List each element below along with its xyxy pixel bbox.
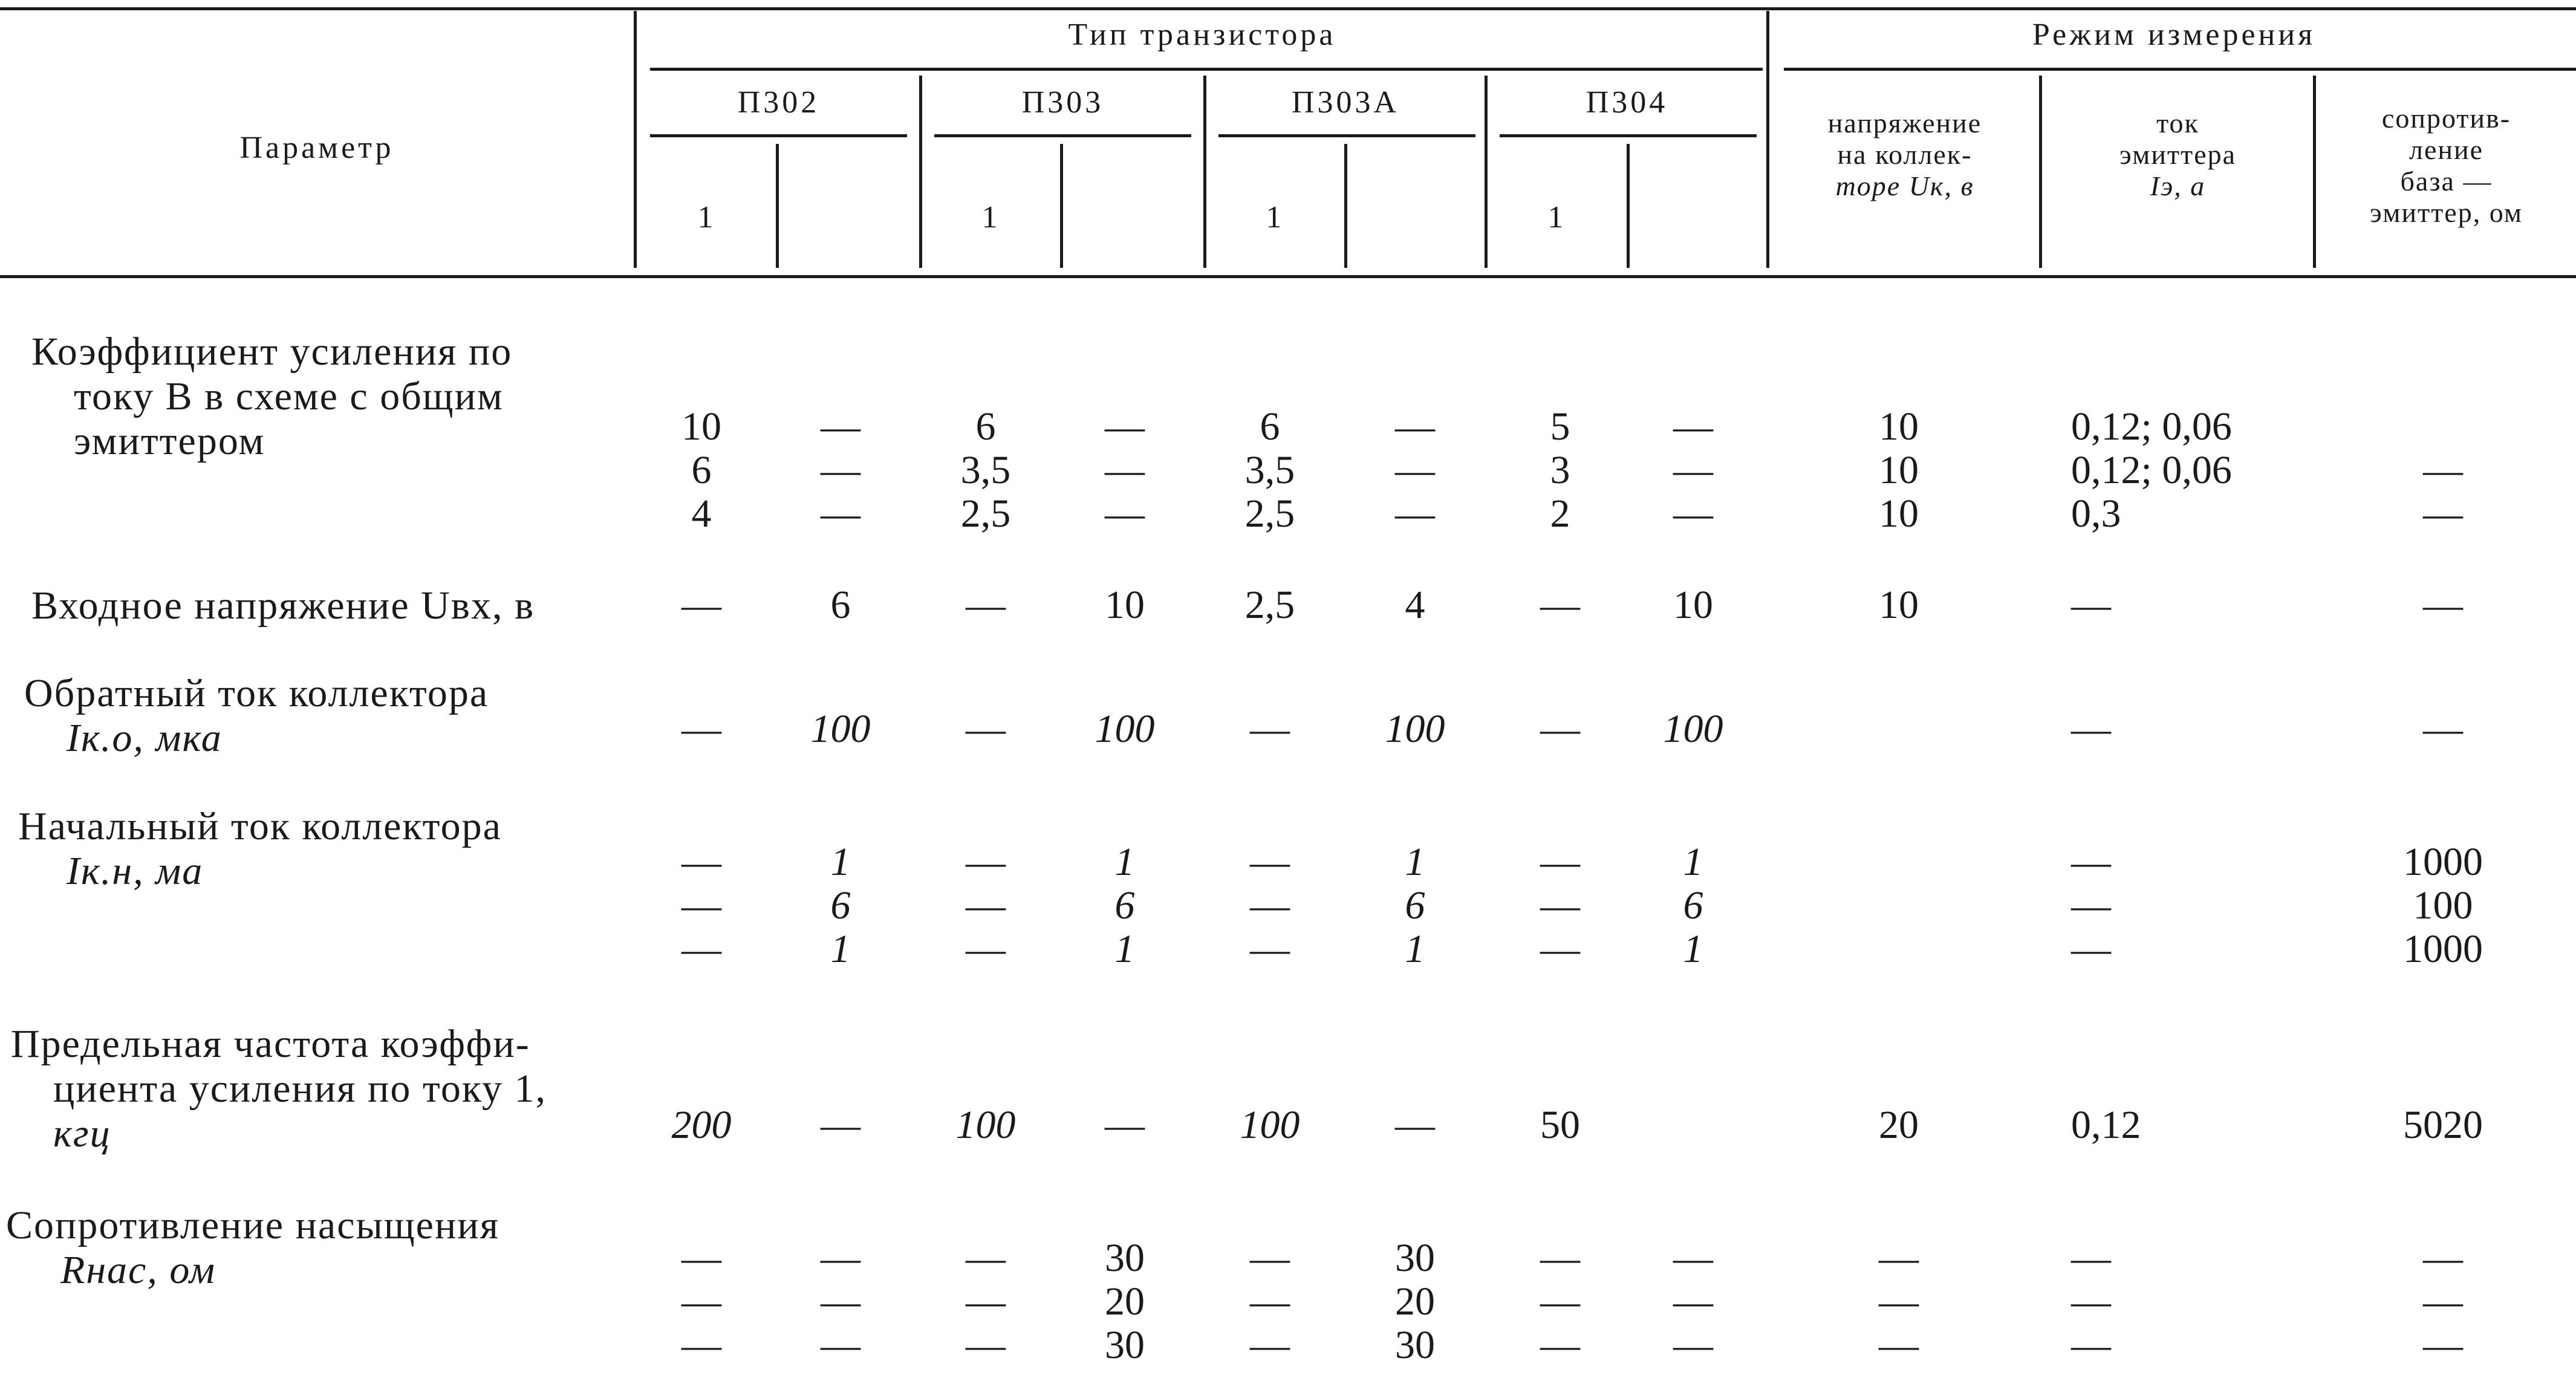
header-resistance-line: сопротив-: [2381, 103, 2511, 134]
row-label-reverse-current: [24, 671, 489, 761]
table-cell: 1 6 1: [1683, 840, 1703, 971]
table-cell: 100: [1240, 1103, 1300, 1147]
table-cell: 30 20 30: [1105, 1236, 1145, 1367]
header-voltage: [1771, 108, 2039, 202]
header-resistance-line: база —: [2400, 166, 2493, 197]
col-divider-mode3: [2313, 76, 2316, 268]
table-cell: —: [2071, 707, 2111, 751]
table-cell: — — —: [1879, 1236, 1919, 1367]
table-cell: —: [1105, 1103, 1145, 1147]
row-label-gain: [31, 330, 512, 464]
table-cell: — — —: [2071, 840, 2111, 971]
header-resistance: [2317, 103, 2576, 229]
table-cell: 6 3,5 2,5: [960, 405, 1011, 536]
table-cell: 1 6 1: [1405, 840, 1425, 971]
table-cell: —: [966, 707, 1006, 751]
header-bottom-rule: [0, 275, 2576, 278]
header-voltage-line: на коллек-: [1837, 139, 1973, 170]
row-label-cutoff-frequency: [11, 1022, 547, 1156]
row-label-line: Предельная частота коэффи-: [11, 1022, 530, 1066]
table-cell: — — —: [821, 1236, 860, 1367]
rule-under-type: [650, 68, 1763, 71]
header-resistance-line: эмиттер, ом: [2370, 197, 2523, 228]
row-label-line: Iк.н, ма: [67, 849, 204, 893]
header-subcol-p303a: 1: [1266, 200, 1285, 235]
table-cell: 10: [1673, 583, 1713, 627]
col-divider-mode2: [2039, 76, 2042, 268]
header-voltage-line: напряжение: [1827, 108, 1982, 138]
table-cell: 100: [955, 1103, 1016, 1147]
table-cell: — — —: [1673, 405, 1713, 536]
row-label-line: Rнас, ом: [60, 1248, 216, 1292]
table-cell: —: [681, 707, 721, 751]
row-label-saturation-resistance: [6, 1203, 499, 1293]
table-cell: 10 6 4: [681, 405, 721, 536]
row-label-line: Коэффициент усиления по: [31, 330, 513, 374]
row-label-line: Начальный ток коллектора: [18, 804, 502, 848]
table-cell: 10: [1105, 583, 1145, 627]
table-cell: 20: [1879, 1103, 1919, 1147]
row-label-line: кгц: [53, 1111, 111, 1155]
table-cell: — — —: [681, 840, 721, 971]
table-cell: —: [966, 583, 1006, 627]
header-resistance-line: ление: [2408, 134, 2484, 165]
table-cell: — — —: [1250, 840, 1290, 971]
table-cell: — — —: [2071, 1236, 2111, 1367]
row-label-line: Iк.о, мка: [67, 716, 223, 760]
table-cell: — — —: [2423, 1236, 2463, 1367]
table-cell: — —: [2423, 448, 2463, 536]
row-label-line: току B в схеме с общим: [74, 374, 504, 418]
table-cell: — — —: [1250, 1236, 1290, 1367]
table-cell: — — —: [1395, 405, 1435, 536]
table-cell: —: [2423, 583, 2463, 627]
table-cell: 6: [830, 583, 851, 627]
table-cell: 200: [671, 1103, 732, 1147]
rule-under-p304: [1500, 134, 1757, 137]
table-cell: —: [1540, 583, 1580, 627]
header-current-line: эмиттера: [2119, 139, 2237, 170]
header-subcol-p302: 1: [697, 200, 717, 235]
header-transistor-type: Тип транзистора: [1068, 18, 1336, 52]
table-cell: 6 3,5 2,5: [1244, 405, 1295, 536]
table-cell: 1 6 1: [830, 840, 851, 971]
header-type-p304: П304: [1586, 85, 1668, 120]
table-cell: —: [2423, 707, 2463, 751]
header-current-line: ток: [2156, 108, 2199, 138]
table-cell: —: [2071, 583, 2111, 627]
header-measurement-mode: Режим измерения: [2032, 18, 2316, 52]
table-cell: — — —: [966, 1236, 1006, 1367]
table-cell: — — —: [1673, 1236, 1713, 1367]
header-type-p303a: П303А: [1291, 85, 1400, 120]
col-divider-sub3: [1344, 144, 1347, 268]
table-cell: 1 6 1: [1114, 840, 1135, 971]
header-subcol-p303: 1: [981, 200, 1001, 235]
rule-under-mode: [1784, 68, 2576, 71]
header-parameter: Параметр: [239, 131, 394, 165]
table-cell: 30 20 30: [1395, 1236, 1435, 1367]
table-cell: —: [1395, 1103, 1435, 1147]
table-cell: 50: [1540, 1103, 1580, 1147]
table-cell: 0,12: [2071, 1103, 2141, 1147]
table-cell: 0,12; 0,06 0,12; 0,06 0,3: [2071, 405, 2232, 536]
table-cell: — — —: [966, 840, 1006, 971]
table-cell: 100: [810, 707, 871, 751]
table-cell: 1000 100 1000: [2403, 840, 2483, 971]
row-label-line: эмиттером: [74, 419, 265, 463]
table-cell: 5020: [2403, 1103, 2483, 1147]
table-cell: 2,5: [1244, 583, 1295, 627]
table-cell: — — —: [1540, 1236, 1580, 1367]
table-cell: —: [1540, 707, 1580, 751]
rule-under-p303: [934, 134, 1191, 137]
row-label-line: циента усиления по току 1,: [53, 1067, 547, 1111]
header-current: [2043, 108, 2313, 202]
row-label-initial-current: [18, 804, 502, 894]
table-cell: 4: [1405, 583, 1425, 627]
row-label-input-voltage: Входное напряжение Uвх, в: [31, 583, 535, 628]
table-cell: 5 3 2: [1550, 405, 1570, 536]
header-type-p302: П302: [737, 85, 820, 120]
header-type-p303: П303: [1021, 85, 1104, 120]
table-cell: —: [1250, 707, 1290, 751]
table-cell: 10 10 10: [1879, 405, 1919, 536]
col-divider-sub2: [1060, 144, 1063, 268]
table-cell: 100: [1094, 707, 1155, 751]
table-cell: — — —: [821, 405, 860, 536]
col-divider-sub1: [776, 144, 779, 268]
header-voltage-line: торе Uк, в: [1835, 171, 1974, 201]
table-cell: — — —: [1105, 405, 1145, 536]
table-cell: —: [681, 583, 721, 627]
col-divider-mode: [1766, 11, 1769, 268]
col-divider-param: [634, 11, 637, 268]
table-cell: — — —: [681, 1236, 721, 1367]
header-current-line: Iэ, а: [2150, 171, 2206, 201]
table-cell: 100: [1663, 707, 1723, 751]
rule-under-p302: [650, 134, 907, 137]
table-cell: — — —: [1540, 840, 1580, 971]
col-divider-sub4: [1627, 144, 1630, 268]
top-rule: [0, 7, 2576, 10]
header-subcol-p304: 1: [1547, 200, 1567, 235]
rule-under-p303a: [1218, 134, 1475, 137]
table-cell: 10: [1879, 583, 1919, 627]
row-label-line: Сопротивление насыщения: [6, 1203, 499, 1247]
table-cell: —: [821, 1103, 860, 1147]
row-label-line: Обратный ток коллектора: [24, 671, 489, 715]
table-cell: 100: [1385, 707, 1445, 751]
